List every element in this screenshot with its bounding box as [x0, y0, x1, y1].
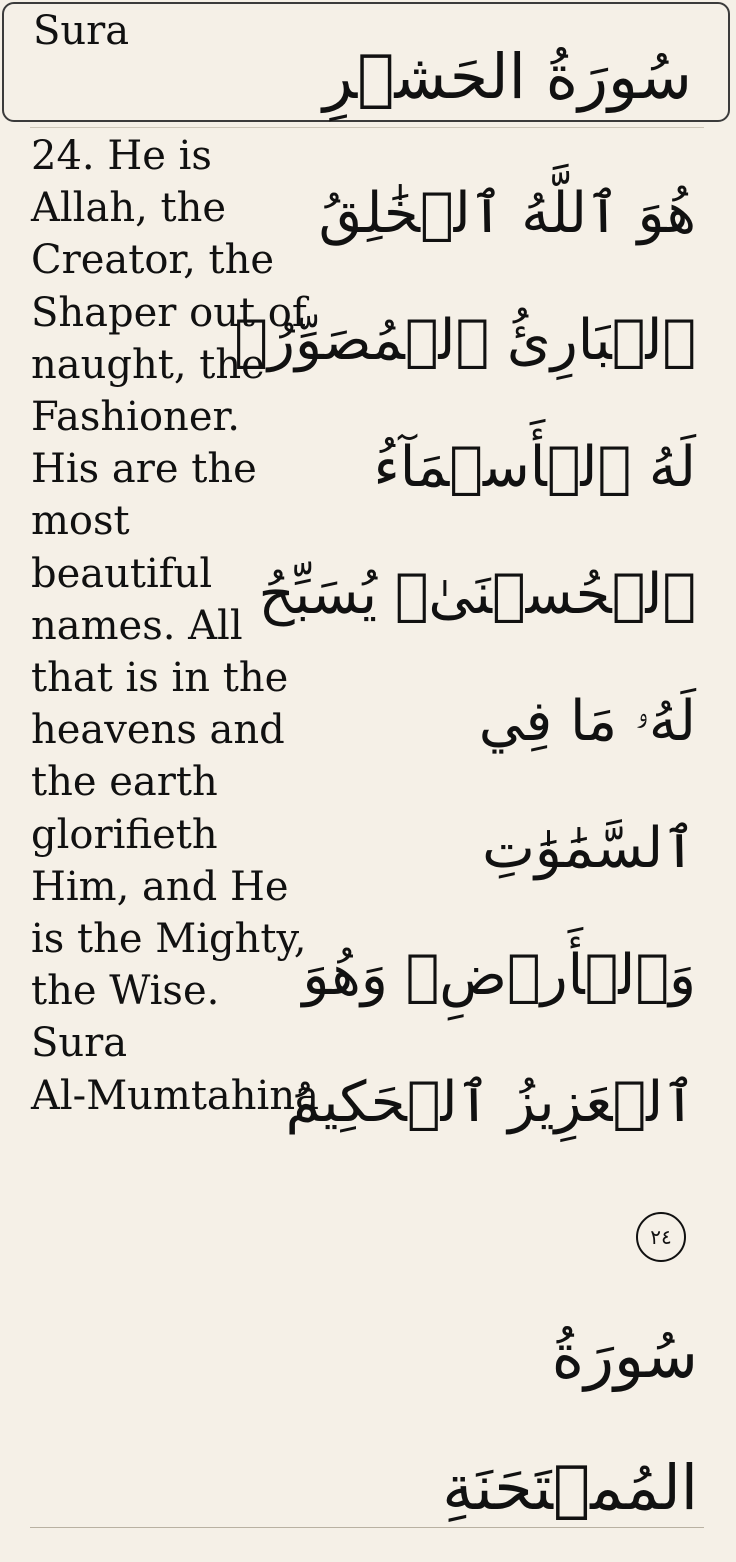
- arabic-line: لَهُ ٱلۡأَسۡمَآءُ: [373, 435, 696, 500]
- header-divider: [30, 127, 704, 128]
- sura-arabic-title: سُورَةُ الحَشۡرِ: [323, 40, 692, 113]
- translation-line: 24. He is: [31, 133, 212, 179]
- translation-line: the earth: [31, 759, 218, 806]
- sura-label: Sura: [33, 8, 130, 54]
- next-sura-word: سُورَةُ: [551, 1319, 698, 1392]
- next-sura-name: Al-Mumtahina: [31, 1072, 319, 1119]
- ayah-number-marker: ٢٤: [636, 1212, 686, 1262]
- arabic-line: ٱلسَّمَٰوَٰتِ: [482, 816, 696, 881]
- translation-line: Allah, the: [31, 185, 227, 232]
- translation-line: most: [31, 498, 130, 545]
- next-sura-arabic-name: المُمۡتَحَنَةِ: [442, 1451, 698, 1524]
- translation-line: naught, the: [31, 341, 265, 388]
- translation-line: beautiful: [31, 550, 213, 597]
- translation-line: His are the: [31, 446, 257, 493]
- arabic-line: هُوَ ٱللَّهُ ٱلۡخَٰلِقُ: [318, 181, 696, 246]
- next-sura-title: [338, 1290, 698, 1554]
- sura-header: [2, 2, 730, 122]
- translation-line: Shaper out of: [31, 289, 307, 336]
- arabic-verse: [234, 150, 696, 1166]
- arabic-line: وَٱلۡأَرۡضِۖ وَهُوَ: [302, 943, 696, 1008]
- arabic-line: ٱلۡبَارِئُ ٱلۡمُصَوِّرُۖ: [234, 308, 696, 373]
- translation-line: glorifieth: [31, 811, 218, 858]
- translation-line: Fashioner.: [31, 394, 240, 441]
- translation-line: the Wise.: [31, 968, 220, 1015]
- bottom-divider: [30, 1527, 704, 1528]
- arabic-line: ٱلۡحُسۡنَىٰۚ يُسَبِّحُ: [258, 562, 696, 627]
- next-sura-label: Sura: [31, 1020, 128, 1067]
- translation-line: Him, and He: [31, 863, 289, 910]
- arabic-line: ٱلۡعَزِيزُ ٱلۡحَكِيمُ: [285, 1070, 696, 1135]
- translation-line: heavens and: [31, 707, 285, 754]
- arabic-line: لَهُۥ مَا فِي: [478, 689, 696, 754]
- translation-line: Creator, the: [31, 237, 275, 284]
- translation-line: that is in the: [31, 655, 289, 702]
- translation-line: names. All: [31, 602, 243, 649]
- translation-line: is the Mighty,: [31, 916, 307, 963]
